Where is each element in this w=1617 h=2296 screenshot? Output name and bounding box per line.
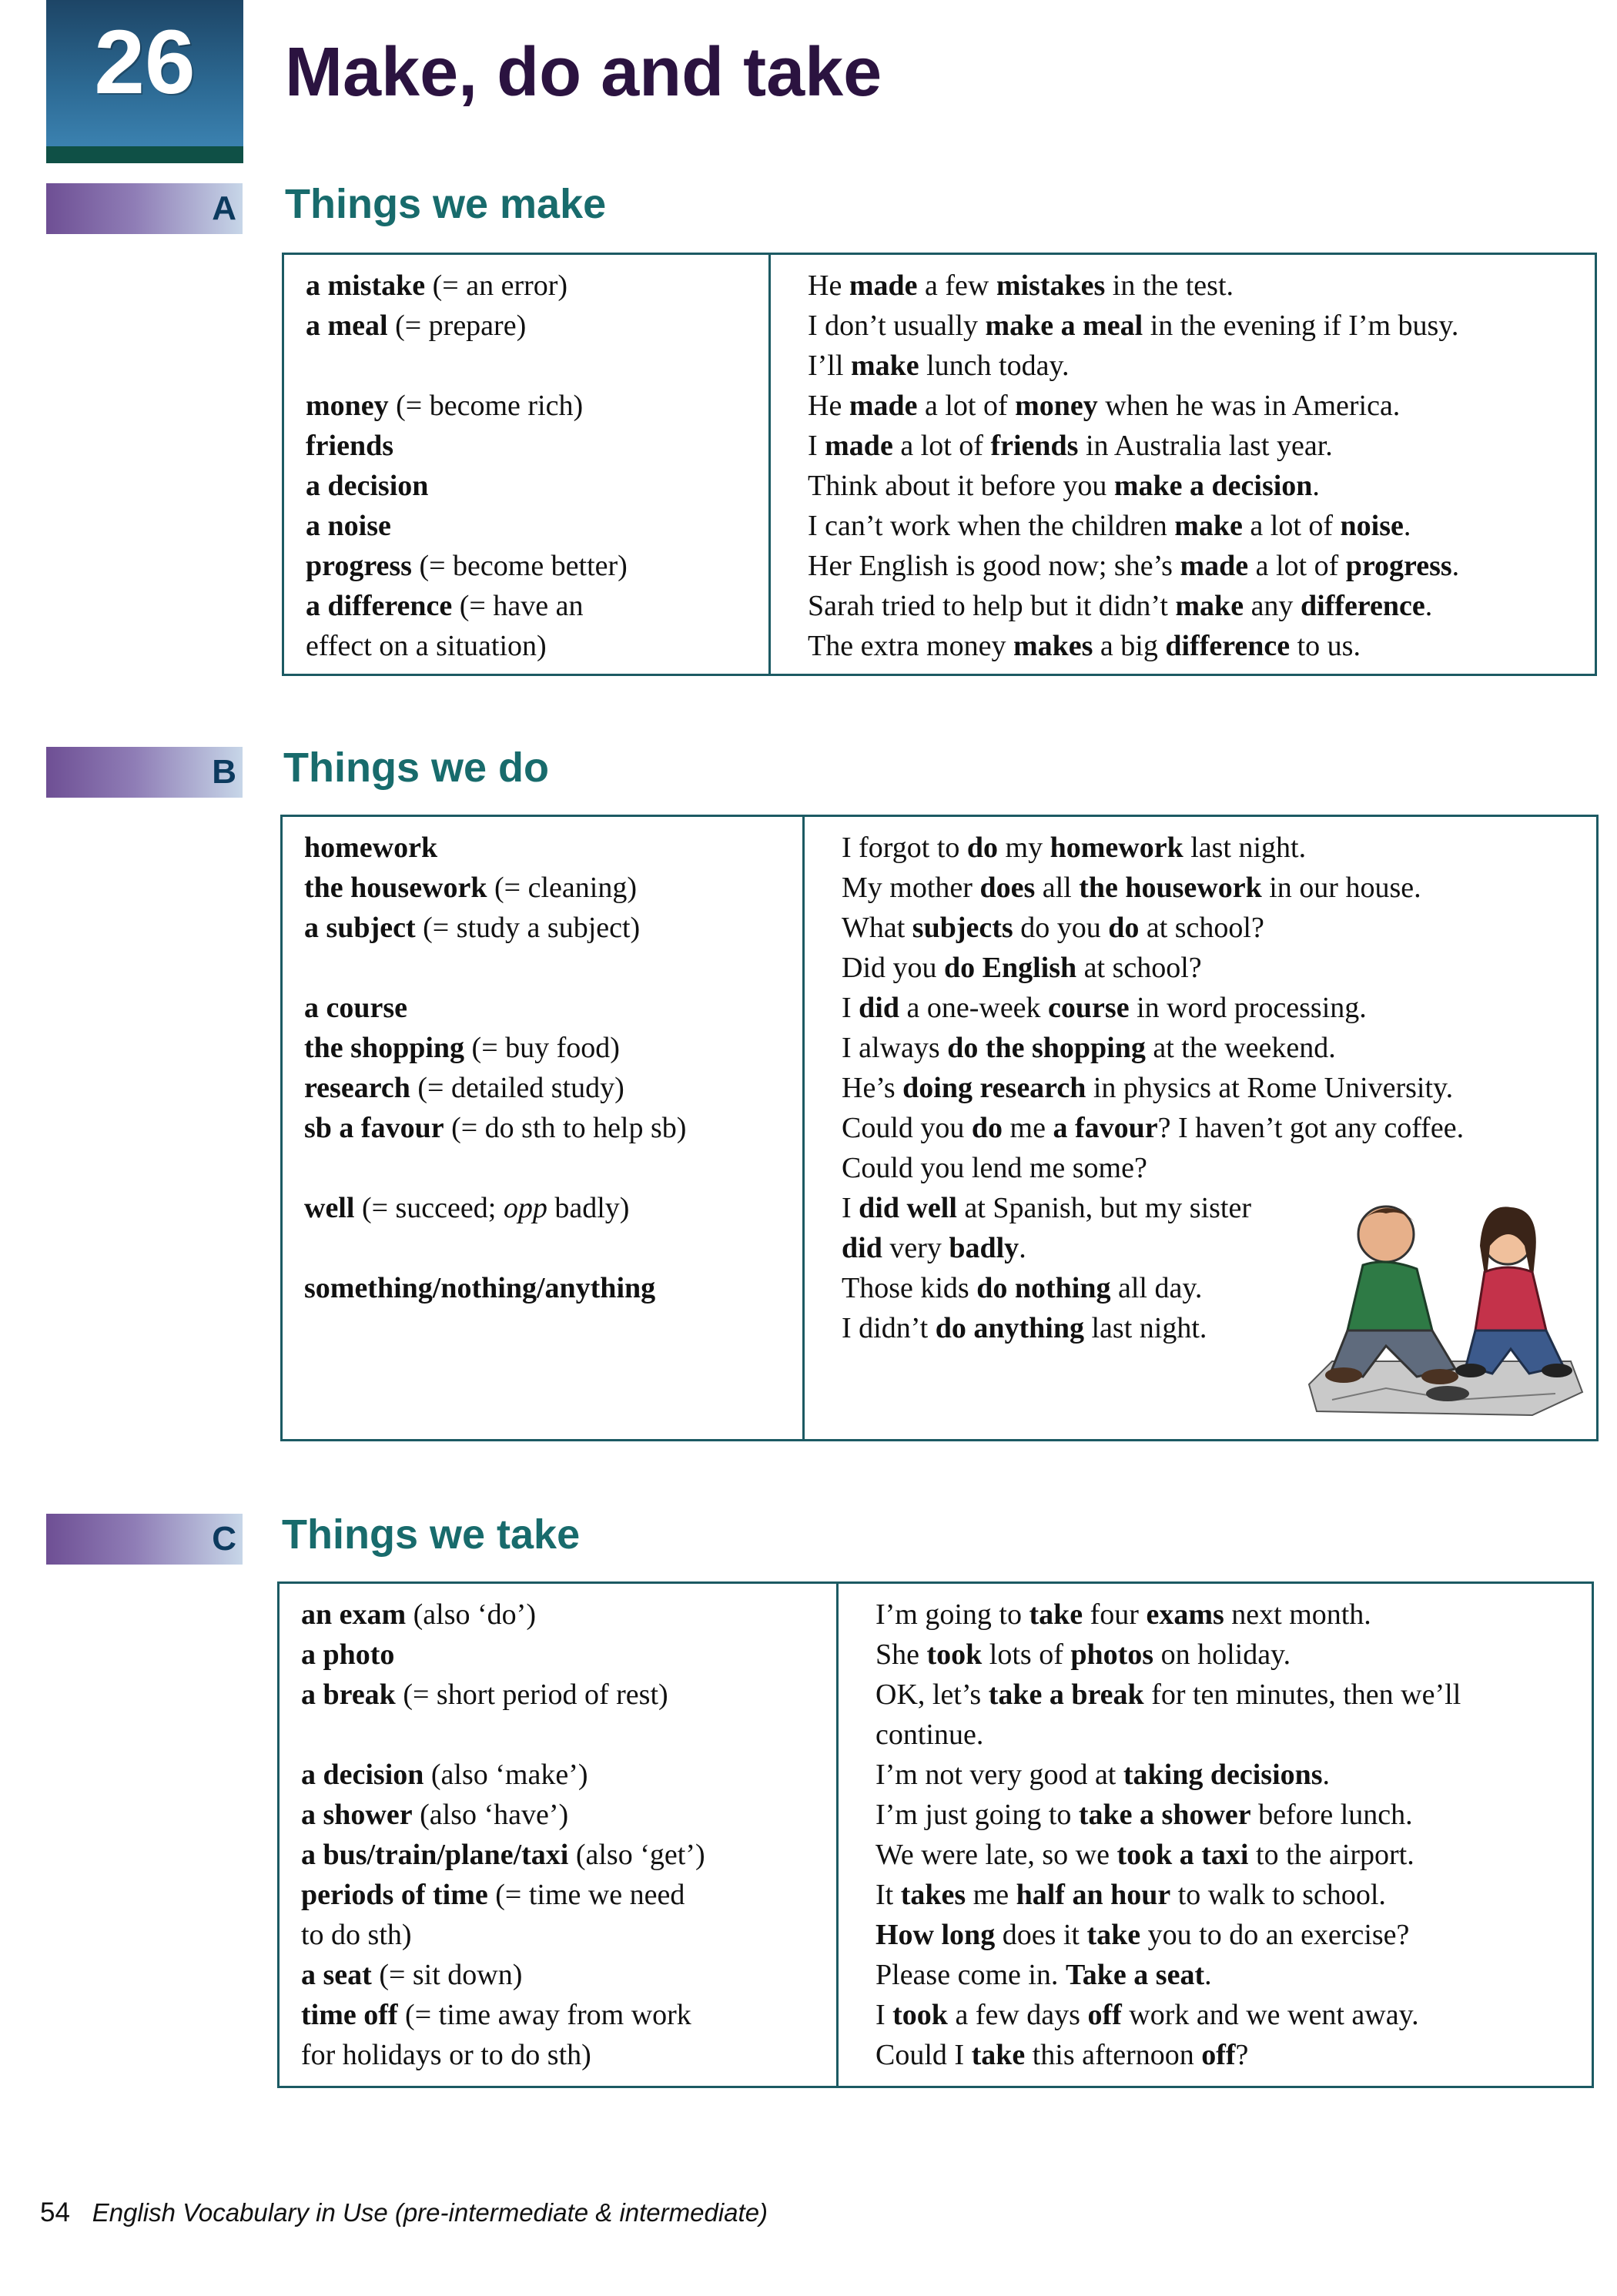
plain-text: in physics at Rome University.	[1086, 1072, 1454, 1104]
key-phrase: off	[1201, 2039, 1236, 2071]
key-phrase: money	[306, 390, 389, 422]
plain-text: ? I haven’t got any coffee.	[1157, 1112, 1465, 1144]
key-phrase: do English	[944, 952, 1077, 984]
text-line	[842, 1028, 1589, 1068]
key-phrase: subjects	[912, 912, 1013, 944]
text-line	[304, 1188, 802, 1228]
section-c-examples	[839, 1584, 1592, 2086]
key-phrase: make a meal	[985, 310, 1143, 342]
plain-text: you to do an exercise?	[1140, 1919, 1410, 1951]
key-phrase: noise	[1340, 510, 1404, 542]
plain-text: at school?	[1139, 912, 1264, 944]
key-phrase: taking decisions	[1123, 1759, 1323, 1791]
page-footer	[40, 2197, 768, 2228]
text-line	[306, 426, 768, 466]
text-line	[808, 266, 1587, 306]
plain-text: I’m not very good at	[875, 1759, 1123, 1791]
text-line	[808, 506, 1587, 546]
text-line	[304, 828, 802, 868]
key-phrase: homework	[1050, 832, 1183, 864]
plain-text: I forgot to	[842, 832, 967, 864]
plain-text: I always	[842, 1032, 948, 1064]
plain-text: (= short period of rest)	[395, 1678, 668, 1711]
key-phrase: something/nothing/anything	[304, 1272, 656, 1304]
text-line	[306, 586, 768, 626]
key-phrase: make	[1174, 510, 1243, 542]
plain-text: (= time we need	[487, 1879, 685, 1911]
plain-text: lots of	[982, 1638, 1071, 1671]
plain-text: (= succeed;	[354, 1192, 504, 1224]
key-phrase: difference	[1165, 630, 1291, 662]
key-phrase: money	[1015, 390, 1098, 422]
plain-text: I	[875, 1999, 893, 2031]
text-line	[808, 546, 1587, 586]
key-phrase: friends	[306, 430, 393, 462]
plain-text: at Spanish, but my sister	[956, 1192, 1252, 1224]
text-line	[808, 346, 1587, 386]
plain-text: He’s	[842, 1072, 903, 1104]
text-line	[875, 1795, 1584, 1835]
key-phrase: does	[979, 872, 1036, 904]
key-phrase: a shower	[301, 1799, 413, 1831]
text-line	[304, 988, 802, 1028]
key-phrase: Take a seat	[1065, 1959, 1205, 1991]
text-line	[304, 1108, 802, 1148]
key-phrase: do the shopping	[947, 1032, 1146, 1064]
text-line	[304, 1268, 802, 1308]
plain-text: last night.	[1084, 1312, 1207, 1344]
plain-text: at the weekend.	[1145, 1032, 1336, 1064]
plain-text: (= have an	[452, 590, 584, 622]
section-a-table	[282, 253, 1597, 676]
key-phrase: badly	[949, 1232, 1019, 1264]
plain-text: (= buy food)	[464, 1032, 620, 1064]
text-line	[808, 306, 1587, 346]
text-line	[301, 1795, 836, 1835]
text-line	[808, 586, 1587, 626]
plain-text: .	[1451, 550, 1460, 582]
plain-text: Think about it before you	[808, 470, 1114, 502]
key-phrase: take	[1086, 1919, 1141, 1951]
key-phrase: doing research	[902, 1072, 1086, 1104]
text-line	[808, 426, 1587, 466]
text-line	[301, 1955, 836, 1995]
blank-line	[304, 1228, 802, 1268]
plain-text: when he was in America.	[1097, 390, 1401, 422]
text-line	[808, 626, 1587, 666]
plain-text: Those kids	[842, 1272, 977, 1304]
plain-text: (also ‘get’)	[568, 1839, 705, 1871]
text-line	[875, 1875, 1584, 1915]
plain-text: work and we went away.	[1121, 1999, 1419, 2031]
key-phrase: take	[971, 2039, 1026, 2071]
text-line	[842, 988, 1589, 1028]
text-line	[842, 1108, 1589, 1148]
text-line	[808, 386, 1587, 426]
text-line	[304, 1028, 802, 1068]
plain-text: Her English is good now; she’s	[808, 550, 1180, 582]
plain-text: to do sth)	[301, 1919, 412, 1951]
plain-text: continue.	[875, 1719, 984, 1751]
plain-text: (also ‘do’)	[406, 1598, 536, 1631]
text-line	[301, 1875, 836, 1915]
plain-text: do you	[1013, 912, 1109, 944]
key-phrase: a break	[301, 1678, 396, 1711]
plain-text: (also ‘have’)	[412, 1799, 569, 1831]
key-phrase: a subject	[304, 912, 416, 944]
section-a-words	[284, 255, 771, 674]
plain-text: to the airport.	[1248, 1839, 1414, 1871]
text-line	[304, 908, 802, 948]
plain-text: does it	[995, 1919, 1087, 1951]
key-phrase: did	[859, 992, 899, 1024]
italic-note: opp	[503, 1192, 547, 1224]
plain-text: Could I	[875, 2039, 972, 2071]
section-b-words	[283, 817, 805, 1439]
blank-line	[301, 1715, 836, 1755]
plain-text: at school?	[1076, 952, 1202, 984]
text-line	[875, 1595, 1584, 1635]
plain-text: very	[882, 1232, 949, 1264]
key-phrase: took a taxi	[1116, 1839, 1249, 1871]
plain-text: ?	[1235, 2039, 1249, 2071]
plain-text: It	[875, 1879, 901, 1911]
plain-text: any	[1244, 590, 1301, 622]
key-phrase: a favour	[1053, 1112, 1158, 1144]
plain-text: this afternoon	[1025, 2039, 1202, 2071]
key-phrase: a seat	[301, 1959, 372, 1991]
text-line	[875, 1675, 1584, 1715]
key-phrase: do	[966, 832, 999, 864]
key-phrase: sb a favour	[304, 1112, 444, 1144]
text-line	[875, 2035, 1584, 2075]
text-line	[875, 1635, 1584, 1675]
plain-text: Could you	[842, 1112, 972, 1144]
key-phrase: a noise	[306, 510, 391, 542]
text-line	[842, 828, 1589, 868]
section-c-bar	[46, 1514, 243, 1565]
text-line	[842, 868, 1589, 908]
key-phrase: off	[1087, 1999, 1122, 2031]
plain-text: I	[842, 1192, 859, 1224]
section-a-letter: A	[212, 189, 236, 227]
key-phrase: a decision	[306, 470, 429, 502]
key-phrase: the housework	[1079, 872, 1262, 904]
plain-text: all day.	[1110, 1272, 1203, 1304]
section-a-examples	[771, 255, 1595, 674]
key-phrase: progress	[306, 550, 412, 582]
key-phrase: do	[971, 1112, 1003, 1144]
plain-text: I’ll	[808, 350, 851, 382]
plain-text: (also ‘make’)	[424, 1759, 588, 1791]
section-c-letter: C	[212, 1520, 236, 1558]
plain-text: I’m just going to	[875, 1799, 1079, 1831]
plain-text: What	[842, 912, 912, 944]
text-line	[306, 306, 768, 346]
key-phrase: a course	[304, 992, 408, 1024]
plain-text: He	[808, 269, 849, 302]
section-a-bar	[46, 183, 243, 234]
text-line	[304, 1068, 802, 1108]
text-line	[842, 1148, 1589, 1188]
blank-line	[304, 1148, 802, 1188]
plain-text: (= study a subject)	[415, 912, 641, 944]
section-c-words	[280, 1584, 839, 2086]
plain-text: (= detailed study)	[410, 1072, 624, 1104]
key-phrase: take a shower	[1078, 1799, 1251, 1831]
plain-text: I	[842, 992, 859, 1024]
key-phrase: exams	[1146, 1598, 1224, 1631]
plain-text: (= do sth to help sb)	[444, 1112, 687, 1144]
text-line	[301, 1675, 836, 1715]
text-line	[304, 868, 802, 908]
key-phrase: mistakes	[996, 269, 1106, 302]
plain-text: .	[1322, 1759, 1331, 1791]
plain-text: Sarah tried to help but it didn’t	[808, 590, 1176, 622]
text-line	[808, 466, 1587, 506]
text-line	[301, 1635, 836, 1675]
plain-text: for holidays or to do sth)	[301, 2039, 591, 2071]
plain-text: me	[1003, 1112, 1053, 1144]
plain-text: I don’t usually	[808, 310, 986, 342]
key-phrase: progress	[1345, 550, 1452, 582]
text-line	[842, 908, 1589, 948]
page-number: 54	[40, 2197, 70, 2227]
book-title: English Vocabulary in Use (pre-intermediate & intermediate)	[92, 2198, 768, 2227]
plain-text: in our house.	[1261, 872, 1421, 904]
two-children-sitting-illustration	[1301, 1192, 1586, 1423]
plain-text: (= become better)	[411, 550, 628, 582]
key-phrase: a meal	[306, 310, 388, 342]
plain-text: He	[808, 390, 849, 422]
plain-text: next month.	[1224, 1598, 1371, 1631]
plain-text: We were late, so we	[875, 1839, 1117, 1871]
blank-line	[306, 346, 768, 386]
plain-text: a lot of	[1242, 510, 1341, 542]
text-line	[842, 1068, 1589, 1108]
plain-text: a lot of	[917, 390, 1016, 422]
key-phrase: do nothing	[976, 1272, 1111, 1304]
key-phrase: half an hour	[1016, 1879, 1171, 1911]
plain-text: in word processing.	[1129, 992, 1367, 1024]
plain-text: all	[1035, 872, 1080, 904]
plain-text: on holiday.	[1153, 1638, 1291, 1671]
plain-text: .	[1019, 1232, 1026, 1264]
section-b-bar	[46, 747, 243, 798]
text-line	[301, 1835, 836, 1875]
key-phrase: the shopping	[304, 1032, 465, 1064]
plain-text: badly)	[547, 1192, 630, 1224]
plain-text: Did you	[842, 952, 944, 984]
plain-text: a lot of	[892, 430, 991, 462]
key-phrase: take	[1029, 1598, 1083, 1631]
key-phrase: a bus/train/plane/taxi	[301, 1839, 569, 1871]
text-line	[842, 948, 1589, 988]
plain-text: a few	[917, 269, 996, 302]
section-a-heading: Things we make	[285, 181, 607, 227]
plain-text: .	[1204, 1959, 1212, 1991]
plain-text: a few days	[947, 1999, 1088, 2031]
plain-text: (= cleaning)	[487, 872, 637, 904]
plain-text: four	[1083, 1598, 1147, 1631]
plain-text: .	[1312, 470, 1320, 502]
text-line	[875, 1995, 1584, 2035]
text-line	[875, 1835, 1584, 1875]
key-phrase: time off	[301, 1999, 398, 2031]
plain-text: effect on a situation)	[306, 630, 547, 662]
text-line	[301, 1995, 836, 2035]
key-phrase: homework	[304, 832, 438, 864]
plain-text: My mother	[842, 872, 980, 904]
plain-text: Please come in.	[875, 1959, 1066, 1991]
key-phrase: made	[849, 269, 918, 302]
key-phrase: How long	[875, 1919, 996, 1951]
key-phrase: do	[1108, 912, 1140, 944]
text-line	[301, 1755, 836, 1795]
key-phrase: photos	[1070, 1638, 1154, 1671]
plain-text: She	[875, 1638, 927, 1671]
key-phrase: did well	[859, 1192, 957, 1224]
plain-text: (= sit down)	[371, 1959, 523, 1991]
text-line	[306, 386, 768, 426]
plain-text: for ten minutes, then we’ll	[1143, 1678, 1461, 1711]
key-phrase: friends	[990, 430, 1079, 462]
plain-text: I’m going to	[875, 1598, 1029, 1631]
unit-box-stripe	[46, 146, 243, 163]
plain-text: (= prepare)	[387, 310, 527, 342]
key-phrase: the housework	[304, 872, 487, 904]
unit-number: 26	[94, 12, 196, 113]
plain-text: OK, let’s	[875, 1678, 989, 1711]
plain-text: a one-week	[899, 992, 1049, 1024]
section-b-letter: B	[212, 753, 236, 791]
plain-text: .	[1424, 590, 1433, 622]
plain-text: a lot of	[1248, 550, 1346, 582]
key-phrase: an exam	[301, 1598, 407, 1631]
section-b-heading: Things we do	[283, 745, 549, 791]
plain-text: (= become rich)	[388, 390, 584, 422]
plain-text: I can’t work when the children	[808, 510, 1175, 542]
key-phrase: course	[1048, 992, 1130, 1024]
key-phrase: makes	[1013, 630, 1093, 662]
plain-text: my	[998, 832, 1050, 864]
key-phrase: well	[304, 1192, 355, 1224]
key-phrase: do anything	[935, 1312, 1084, 1344]
key-phrase: a decision	[301, 1759, 424, 1791]
text-line	[301, 2035, 836, 2075]
key-phrase: periods of time	[301, 1879, 488, 1911]
text-line	[306, 266, 768, 306]
text-line	[875, 1955, 1584, 1995]
key-phrase: difference	[1300, 590, 1425, 622]
text-line	[875, 1915, 1584, 1955]
text-line	[301, 1595, 836, 1635]
key-phrase: take a break	[988, 1678, 1144, 1711]
plain-text: in Australia last year.	[1078, 430, 1333, 462]
unit-number-box	[46, 0, 243, 163]
key-phrase: takes	[900, 1879, 966, 1911]
plain-text: a big	[1093, 630, 1166, 662]
key-phrase: made	[849, 390, 918, 422]
plain-text: .	[1403, 510, 1411, 542]
key-phrase: make	[850, 350, 919, 382]
plain-text: to us.	[1290, 630, 1361, 662]
key-phrase: a mistake	[306, 269, 426, 302]
text-line	[306, 546, 768, 586]
unit-title: Make, do and take	[285, 34, 882, 111]
plain-text: Could you lend me some?	[842, 1152, 1147, 1184]
plain-text: before lunch.	[1250, 1799, 1413, 1831]
key-phrase: make a decision	[1113, 470, 1313, 502]
section-c-table	[277, 1581, 1594, 2088]
plain-text: lunch today.	[919, 350, 1070, 382]
text-line	[306, 626, 768, 666]
plain-text: last night.	[1183, 832, 1307, 864]
key-phrase: made	[1180, 550, 1249, 582]
plain-text: in the test.	[1105, 269, 1234, 302]
key-phrase: a photo	[301, 1638, 395, 1671]
text-line	[875, 1715, 1584, 1755]
plain-text: me	[966, 1879, 1016, 1911]
text-line	[301, 1915, 836, 1955]
key-phrase: took	[926, 1638, 983, 1671]
plain-text: I didn’t	[842, 1312, 936, 1344]
plain-text: I	[808, 430, 825, 462]
key-phrase: made	[825, 430, 893, 462]
text-line	[875, 1755, 1584, 1795]
plain-text: The extra money	[808, 630, 1013, 662]
text-line	[306, 466, 768, 506]
key-phrase: make	[1175, 590, 1244, 622]
text-line	[306, 506, 768, 546]
key-phrase: research	[304, 1072, 410, 1104]
plain-text: to walk to school.	[1170, 1879, 1386, 1911]
section-c-heading: Things we take	[282, 1511, 581, 1558]
plain-text: (= an error)	[425, 269, 568, 302]
plain-text: (= time away from work	[397, 1999, 691, 2031]
blank-line	[304, 948, 802, 988]
key-phrase: did	[842, 1232, 882, 1264]
plain-text: in the evening if I’m busy.	[1143, 310, 1459, 342]
key-phrase: a difference	[306, 590, 453, 622]
key-phrase: took	[892, 1999, 948, 2031]
